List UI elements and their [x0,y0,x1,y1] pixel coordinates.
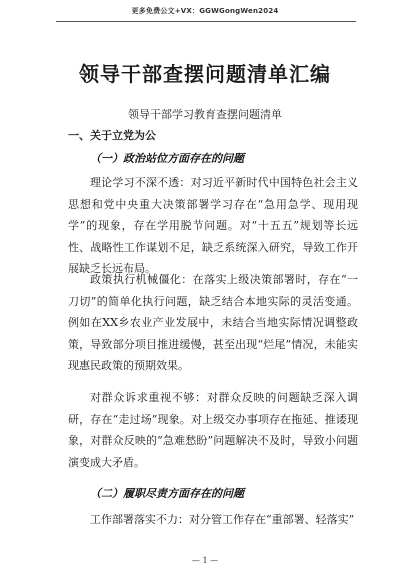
subsection-heading: （一）政治站位方面存在的问题 [90,152,244,165]
paragraph: 工作部署落实不力：对分管工作存在“重部署、轻落实” [90,513,355,526]
document-title: 领导干部查摆问题清单汇编 [79,62,331,86]
section-heading: 一、关于立党为公 [68,129,156,142]
paragraph: 政策执行机械僵化：在落实上级决策部署时，存在“一刀切”的简单化执行问题，缺乏结合本地实际的灵活变通。例如在XX乡农业产业发展中，未结合当地实际情况调整政策，导致部分项目推进缓慢，甚至出现“烂尾”情况，未能实现惠民政策的预期效果。 [68,273,358,372]
subsection-heading: （二）履职尽责方面存在的问题 [90,487,244,500]
paragraph: 对群众诉求重视不够：对群众反映的问题缺乏深入调研，存在“走过场”现象。对上级交办事项存在拖延、推诿现象，对群众反映的“急难愁盼”问题解决不及时，导致小问题演变成大矛盾。 [68,391,358,469]
header-divider [56,21,356,22]
document-subtitle: 领导干部学习教育查摆问题清单 [128,108,282,121]
page-number: — 1 — [191,556,219,565]
paragraph: 理论学习不深不透：对习近平新时代中国特色社会主义思想和党中央重大决策部署学习存在“急用急学、现用现学”的现象，存在学用脱节问题。对“十五五”规划等长远性、战略性工作谋划不足，缺乏系统深入研究，导致工作开展缺乏长远布局。 [68,176,358,275]
header-note: 更多免费公文+VX：GGWGongWen2024 [131,7,279,15]
